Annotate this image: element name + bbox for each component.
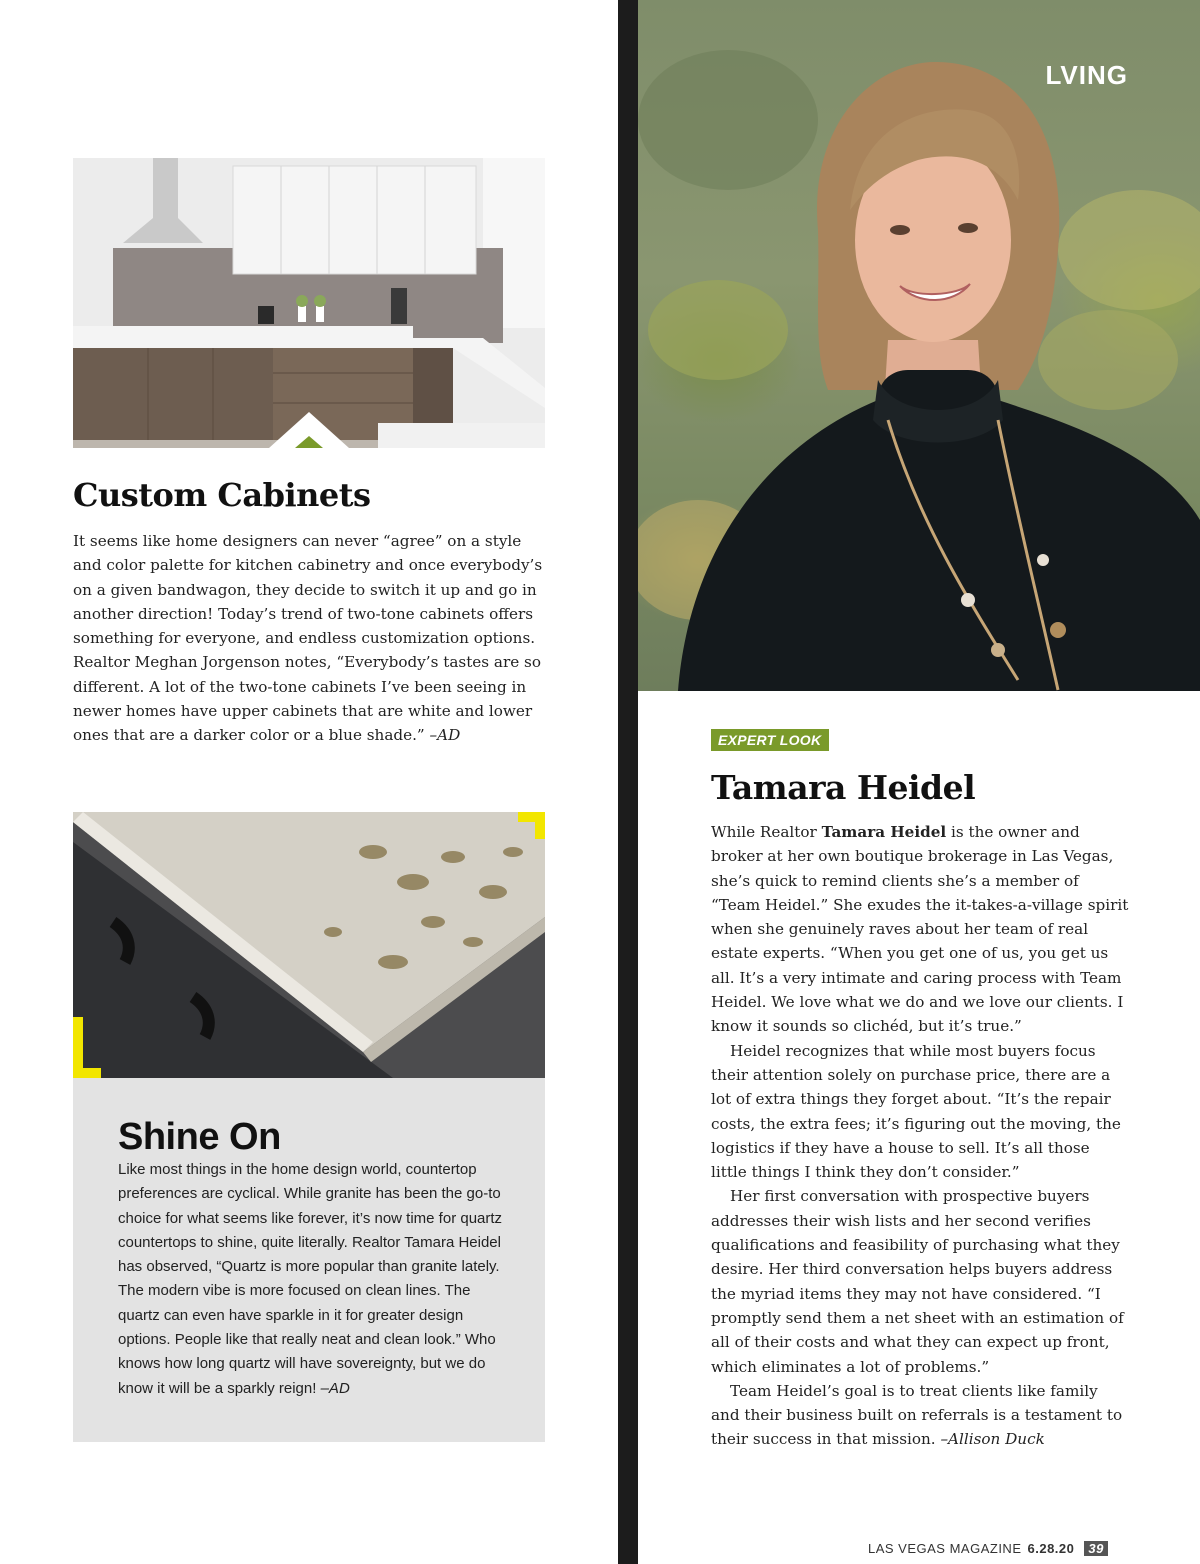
custom-cabinets-text: It seems like home designers can never “agree” on a style and color palette for kitchen cabinetry and once everybody’s on a given bandwagon, they decide to switch it up and go in another direction! Today’s trend of two-tone cabinets offers something for everyone, and endless customization options. Realtor Meghan Jorgenson notes, “Everybody’s tastes are so different. A lot of the two-tone cabinets I’ve been seeing in newer homes have upper cabinets that are white and lower ones that are a darker color or a blue shade.” (73, 532, 543, 745)
article-p1-lead: While Realtor (711, 823, 822, 841)
page-footer (868, 1541, 1108, 1556)
article-paragraph-3: Her first conversation with prospective buyers addresses their wish lists and her second verifies qualifications and feasibility of purchasing what they desire. Her third conversation helps buyers address the myriad items they may not have considered. “I promptly send them a net sheet with an estimation of all of their costs and what they can expect up front, which eliminates a lot of problems.” (711, 1187, 1124, 1376)
custom-cabinets-heading: Custom Cabinets (73, 476, 371, 514)
quartz-countertop-photo (73, 812, 545, 1078)
footer-date: 6.28.20 (1027, 1541, 1075, 1556)
footer-page-number: 39 (1084, 1541, 1107, 1556)
article-paragraph-2: Heidel recognizes that while most buyers focus their attention solely on purchase price, there are a lot of extra things they forget about. “It’s the repair costs, the extra fees; it’s figuring out the moving, the logistics if they have a house to sell. It’s all those little things I think they don’t consider.” (711, 1041, 1121, 1182)
article-p4-text: Team Heidel’s goal is to treat clients like family and their business built on referrals is a testament to their success in that mission. (711, 1381, 1123, 1449)
shine-on-heading: Shine On (118, 1116, 281, 1158)
shine-on-byline: –AD (320, 1379, 350, 1397)
kitchen-illustration (73, 158, 545, 448)
tamara-heidel-article (711, 820, 1129, 1452)
countertop-illustration (73, 812, 545, 1078)
article-paragraph-1 (711, 820, 1129, 1039)
expert-look-badge: EXPERT LOOK (711, 729, 829, 751)
shine-on-text: Like most things in the home design world, countertop preferences are cyclical. While granite has been the go-to choice for what seems like forever, it’s now time for quartz countertops to shine, quite literally. Realtor Tamara Heidel has observed, “Quartz is more popular than granite lately. The modern vibe is more focused on clean lines. The quartz can even have sparkle in it for greater design options. People like that really neat and clean look.” Who knows how long quartz will have sovereignty, but we do know it will be a sparkly reign! (118, 1161, 503, 1397)
tamara-heidel-heading: Tamara Heidel (711, 768, 976, 807)
custom-cabinets-body (73, 529, 548, 748)
kitchen-cabinets-photo (73, 158, 545, 448)
tamara-heidel-portrait-photo (638, 0, 1200, 691)
custom-cabinets-byline: –AD (429, 726, 461, 745)
shine-on-body (118, 1158, 508, 1401)
section-tag: LVING (1045, 60, 1128, 90)
portrait-illustration (638, 0, 1200, 691)
shine-on-box (73, 1078, 545, 1442)
article-byline: –Allison Duck (940, 1430, 1045, 1449)
vertical-divider-bar (618, 0, 638, 1564)
article-p1-name: Tamara Heidel (821, 823, 947, 841)
article-paragraph-4 (711, 1379, 1129, 1452)
article-p1-rest: is the owner and broker at her own boutique brokerage in Las Vegas, she’s quick to remind clients she’s a member of “Team Heidel.” She exudes the it-takes-a-village spirit when she genuinely raves about her team of real estate experts. “When you get one of us, you get us all. It’s a very intimate and caring process with Team Heidel. We love what we do and we love our clients. I know it sounds so clichéd, but it’s true.” (711, 823, 1129, 1036)
footer-magazine-name: LAS VEGAS MAGAZINE (868, 1541, 1022, 1556)
